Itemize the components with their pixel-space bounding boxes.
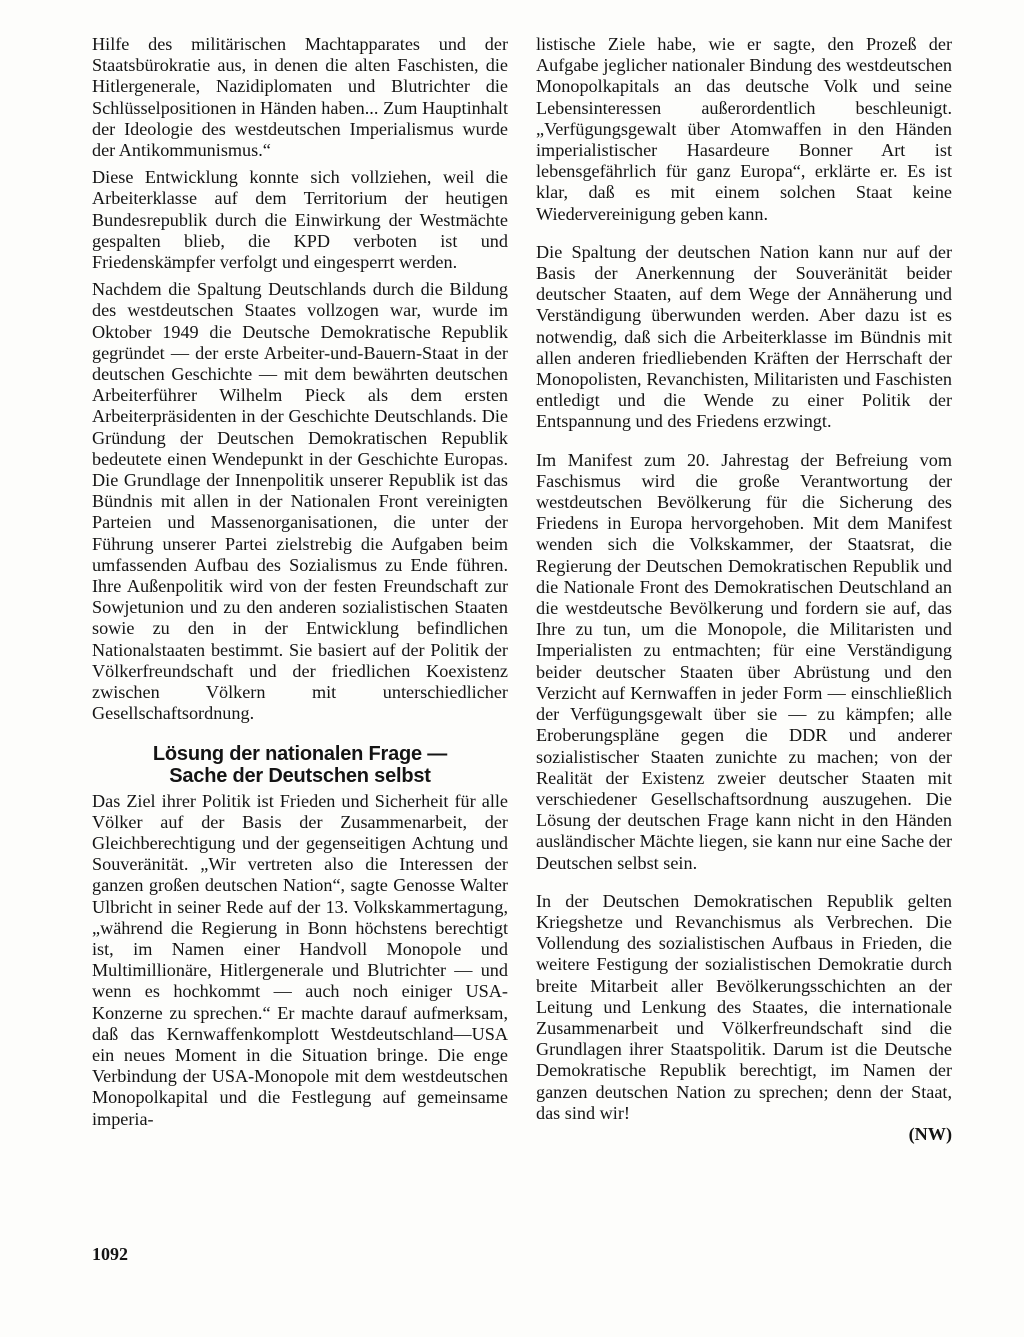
left-column <box>92 34 508 1130</box>
paragraph: In der Deutschen Demokratischen Republik gelten Kriegshetze und Revanchismus als Verbrechen. Die Vollendung des sozialistischen Aufbaus in Frieden, die weitere Festigung der sozialistischen Demokratie durch breite Mitarbeit aller Bevölkerungsschichten an der Leitung und Lenkung des Staates, die internationale Zusammenarbeit und Völkerfreundschaft sind die Grundlagen ihrer Staatspolitik. Darum ist die Deutsche Demokratische Republik berechtigt, im Namen der ganzen deutschen Nation zu sprechen; denn der Staat, das sind wir! <box>536 890 952 1123</box>
paragraph: listische Ziele habe, wie er sagte, den Prozeß der Aufgabe jeglicher nationaler Bindung des westdeutschen Monopolkapitals an das deutsche Volk und seine Lebensinteressen außerordentlich beschleunigt. „Verfügungsgewalt über Atomwaffen in den Händen imperialistischer Hasardeure Bonner Art ist lebensgefährlich für ganz Europa“, erklärte er. Es ist klar, daß es mit einem solchen Staat keine Wiedervereinigung geben kann. <box>536 34 952 224</box>
section-heading-line-2: Sache der Deutschen selbst <box>169 764 431 787</box>
paragraph: Nachdem die Spaltung Deutschlands durch die Bildung des westdeutschen Staates vollzogen war, wurde im Oktober 1949 die Deutsche Demokratische Republik gegründet — der erste Arbeiter-und-Bauern-Staat in der deutschen Geschichte — mit dem bewährten deutschen Arbeiterführer Wilhelm Pieck als dem ersten Arbeiterpräsidenten in der Geschichte Deutschlands. Die Gründung der Deutschen Demokratischen Republik bedeutete einen Wendepunkt in der Geschichte Europas. Die Grundlage der Innenpolitik unserer Republik ist das Bündnis mit allen in der Nationalen Front vereinigten Parteien und Massenorganisationen, die unter der Führung unserer Partei zielstrebig die Aufgaben beim umfassenden Aufbau des Sozialismus zu Ende führen. Ihre Außenpolitik wird von der festen Freundschaft zur Sowjetunion und zu den anderen sozialistischen Staaten sowie zu den in der Entwicklung befindlichen Nationalstaaten bestimmt. Sie basiert auf der Politik der Völkerfreundschaft und der friedlichen Koexistenz zwischen Völkern mit unterschiedlicher Gesellschaftsordnung. <box>92 279 508 724</box>
paragraph: Das Ziel ihrer Politik ist Frieden und Sicherheit für alle Völker auf der Basis der Zusammenarbeit, der Gleichberechtigung und der gegenseitigen Achtung und Souveränität. „Wir vertreten also die Interessen der ganzen großen deutschen Nation“, sagte Genosse Walter Ulbricht in seiner Rede auf der 13. Volkskammertagung, „während die Regierung in Bonn höchstens berechtigt ist, im Namen einer Handvoll Monopole und Multimillionäre, Hitlergenerale und Blutrichter — und wenn es hochkommt — auch noch einiger USA-Konzerne zu sprechen.“ Er machte darauf aufmerksam, daß das Kernwaffenkomplott Westdeutschland—USA ein neues Moment in die Situation bringe. Die enge Verbindung der USA-Monopole mit dem westdeutschen Monopolkapital und die Festlegung auf gemeinsame imperia- <box>92 790 508 1129</box>
paragraph: Im Manifest zum 20. Jahrestag der Befreiung vom Faschismus wird die große Verantwortung der westdeutschen Bevölkerung für die Sicherung des Friedens in Europa hervorgehoben. Mit dem Manifest wenden sich die Volkskammer, der Staatsrat, die Regierung der Deutschen Demokratischen Republik und die Nationale Front des Demokratischen Deutschland an die westdeutsche Bevölkerung und fordern sie auf, das Ihre zu tun, um die Monopole, die Militaristen und Imperialisten zu entmachten; für eine Verständigung beider deutscher Staaten über Abrüstung und den Verzicht auf Kernwaffen in jeder Form — einschließlich der Verfügungsgewalt über sie — zu kämpfen; alle Eroberungspläne gegen die DDR und anderer sozialistischer Staaten zunichte zu machen; von der Realität der Existenz zweier deutscher Staaten mit verschiedener Gesellschaftsordnung auszugehen. Die Lösung der deutschen Frage kann nicht in den Händen ausländischer Mächte liegen, sie kann nur eine Sache der Deutschen selbst sein. <box>536 449 952 873</box>
author-signature: (NW) <box>908 1123 952 1144</box>
paragraph: Hilfe des militärischen Machtapparates und der Staatsbürokratie aus, in denen die alten Faschisten, die Hitlergenerale, Nazidiplomaten und Blutrichter die Schlüsselpositionen in Händen haben... Zum Hauptinhalt der Ideologie des westdeutschen Imperialismus wurde der Antikommunismus.“ <box>92 34 508 161</box>
section-heading <box>92 743 508 787</box>
paragraph: Diese Entwicklung konnte sich vollziehen, weil die Arbeiterklasse auf dem Territorium der heutigen Bundesrepublik durch die Einwirkung der Westmächte gespalten blieb, die KPD verboten ist und Friedenskämpfer verfolgt und eingesperrt werden. <box>92 167 508 273</box>
paragraph: Die Spaltung der deutschen Nation kann nur auf der Basis der Anerkennung der Souveränität beider deutscher Staaten, auf dem Wege der Annäherung und Verständigung überwunden werden. Aber dazu ist es notwendig, daß sich die Arbeiterklasse im Bündnis mit allen anderen friedliebenden Kräften der Herrschaft der Monopolisten, Revanchisten, Militaristen und Faschisten entledigt und die Wende zu einer Politik der Entspannung und des Friedens erzwingt. <box>536 241 952 432</box>
right-column <box>536 34 952 1145</box>
section-heading-line-1: Lösung der nationalen Frage — <box>152 742 448 765</box>
page-number: 1092 <box>92 1244 128 1264</box>
